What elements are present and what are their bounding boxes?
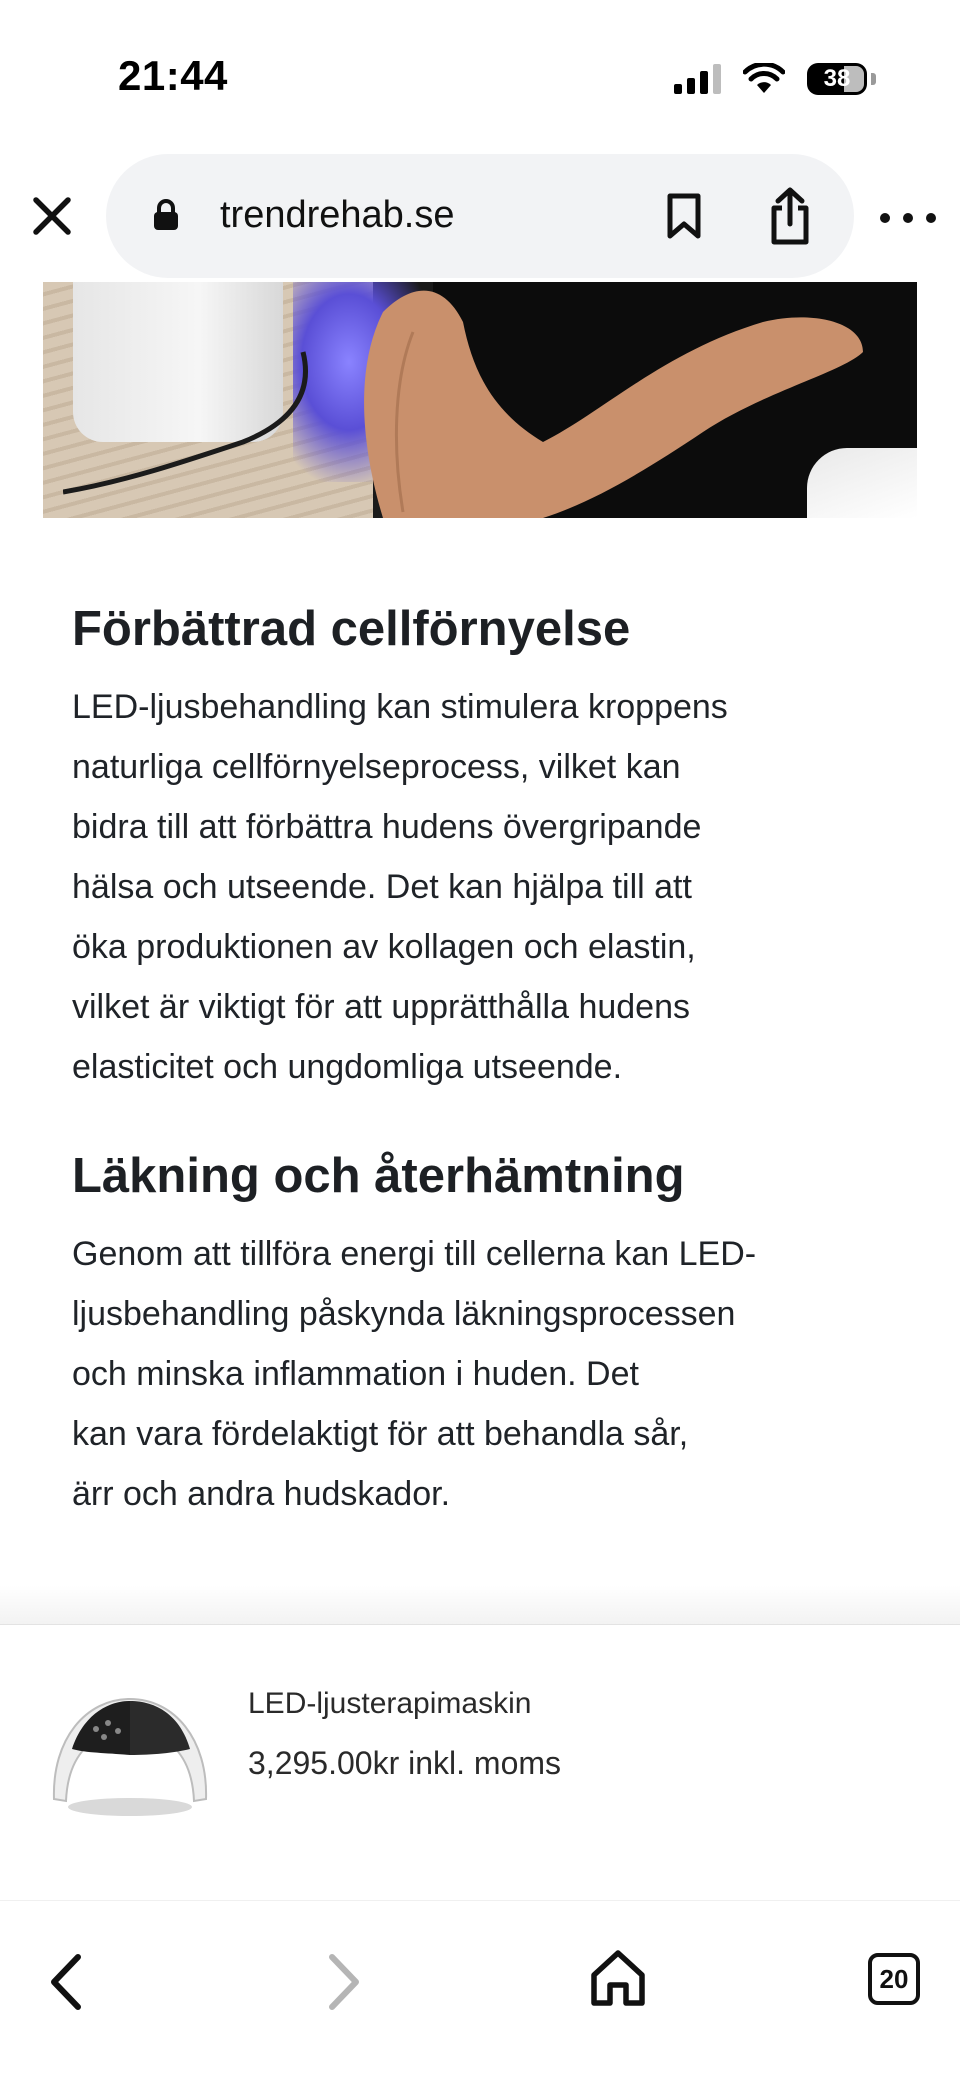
home-button[interactable] (588, 1947, 648, 2009)
battery-icon (807, 63, 867, 95)
section-heading: Läkning och återhämtning (72, 1148, 685, 1203)
browser-bottom-nav (0, 1900, 960, 2088)
url-text: trendrehab.se (220, 194, 455, 236)
more-icon (880, 213, 890, 223)
bookmark-button[interactable] (658, 190, 710, 242)
status-time: 21:44 (118, 52, 228, 99)
address-bar[interactable] (106, 154, 854, 278)
sticky-product-bar[interactable] (0, 1624, 960, 1901)
article-content (72, 600, 852, 1524)
wifi-icon (743, 63, 785, 95)
share-button[interactable] (762, 184, 818, 248)
product-name[interactable]: LED-ljusterapimaskin (248, 1687, 532, 1720)
battery-tip (871, 73, 876, 85)
battery-level: 38 (823, 65, 851, 92)
product-bar-shadow (0, 1585, 960, 1625)
section-paragraph: LED-ljusbehandling kan stimulera kroppens naturliga cellförnyelseprocess, vilket kan bidra till att förbättra hudens övergripande hälsa och utseende. Det kan hjälpa till att öka produktionen av kollagen och elastin, vilket är viktigt för att upprätthålla hudens elasticitet och ungdomliga utseende. (72, 687, 728, 1086)
back-button[interactable] (42, 1951, 92, 2013)
tabs-button[interactable] (868, 1953, 920, 2005)
close-button[interactable] (26, 190, 78, 242)
home-icon (588, 1947, 648, 2009)
forward-icon (318, 1951, 368, 2013)
product-price: 3,295.00kr inkl. moms (248, 1745, 562, 1781)
bookmark-icon (664, 192, 704, 240)
close-icon (30, 194, 74, 238)
share-icon (766, 186, 814, 246)
lock-icon (152, 198, 180, 232)
back-icon (42, 1951, 92, 2013)
browser-toolbar (0, 150, 960, 280)
section-heading: Förbättrad cellförnyelse (72, 602, 631, 656)
status-bar (0, 0, 960, 150)
product-thumbnail[interactable] (46, 1689, 214, 1819)
more-button[interactable] (880, 198, 936, 238)
status-icons (674, 58, 876, 100)
cellular-signal-icon (674, 64, 721, 94)
section-healing (72, 1147, 852, 1524)
hero-image (43, 282, 917, 518)
forward-button[interactable] (318, 1951, 368, 2013)
section-cell-renewal (72, 600, 852, 1097)
tabs-count: 20 (879, 1963, 909, 1994)
section-paragraph: Genom att tillföra energi till cellerna kan LED- ljusbehandling påskynda läkningsprocessen och minska inflammation i huden. Det kan vara fördelaktigt för att behandla sår, ärr och andra hudskador. (72, 1234, 757, 1513)
